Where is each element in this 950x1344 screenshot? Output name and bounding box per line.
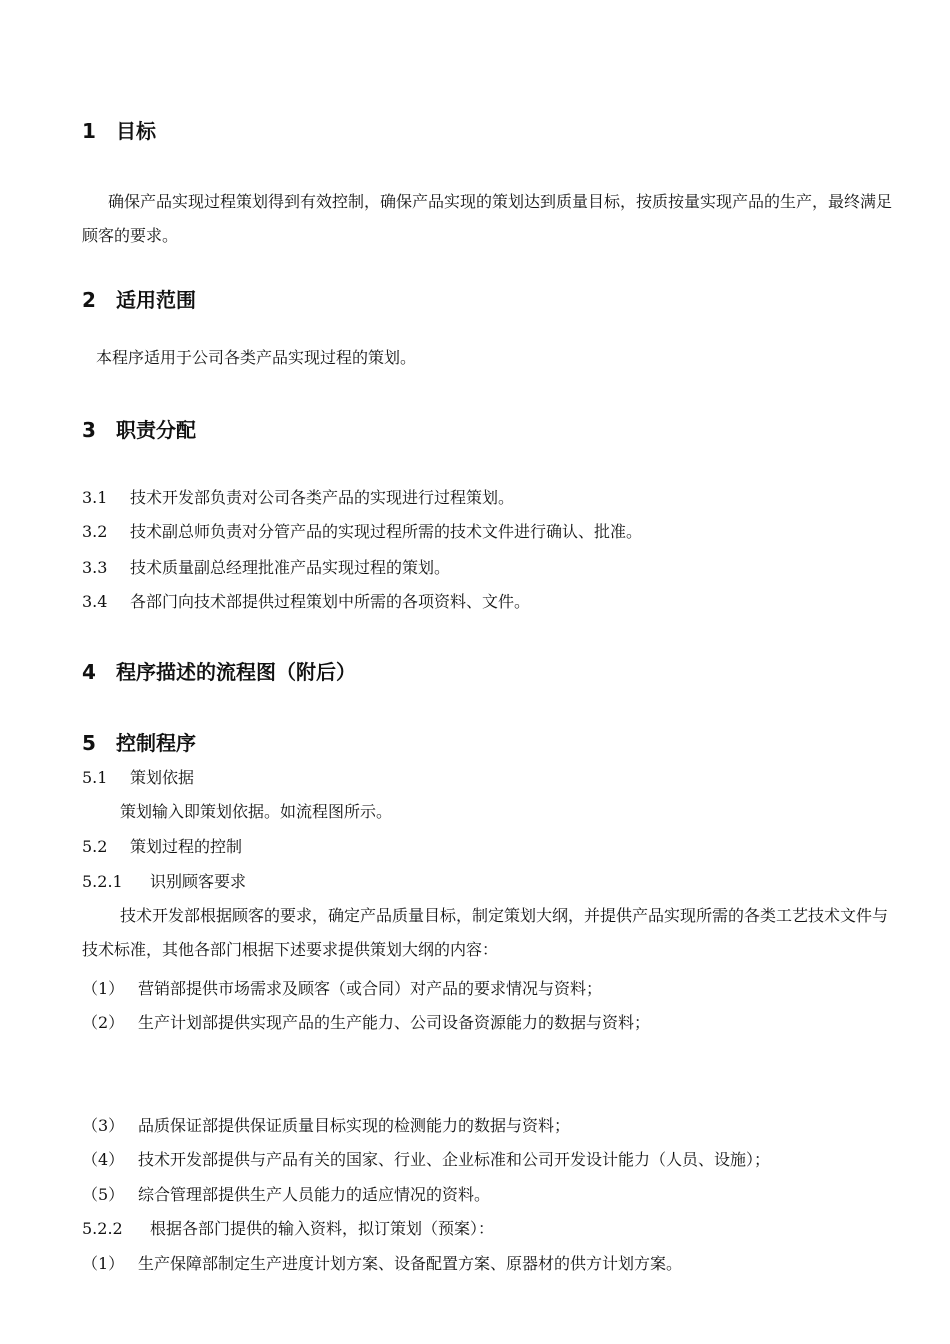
item-number: （2）: [82, 1013, 125, 1032]
list-item: [82, 1184, 490, 1206]
section-heading-1: [82, 119, 156, 143]
item-number: （1）: [82, 979, 125, 998]
section-number: 1: [82, 119, 96, 143]
section-heading-4: [82, 660, 356, 684]
paragraph-scope: 本程序适用于公司各类产品实现过程的策划。: [96, 348, 417, 367]
subsection-5-2-2: [82, 1218, 494, 1240]
section-heading-2: [82, 288, 196, 312]
subsection-number: 5.2: [82, 837, 108, 856]
list-item: [82, 591, 530, 613]
section-heading-5: [82, 731, 196, 755]
list-item: [82, 1012, 650, 1034]
list-item: [82, 978, 602, 1000]
item-number: （1）: [82, 1254, 125, 1273]
list-item: [82, 557, 450, 579]
item-text: 综合管理部提供生产人员能力的适应情况的资料。: [138, 1185, 491, 1204]
item-number: （4）: [82, 1150, 125, 1169]
item-text: 技术质量副总经理批准产品实现过程的策划。: [130, 558, 451, 577]
list-item: [82, 521, 642, 543]
item-text: 技术开发部负责对公司各类产品的实现进行过程策划。: [130, 488, 515, 507]
item-number: 3.1: [82, 488, 108, 507]
section-title: 控制程序: [116, 731, 196, 755]
subsection-5-2-1: [82, 871, 246, 893]
subsection-title: 识别顾客要求: [150, 872, 247, 891]
paragraph-planning-basis: 策划输入即策划依据。如流程图所示。: [120, 802, 393, 821]
item-text: 技术开发部提供与产品有关的国家、行业、企业标准和公司开发设计能力（人员、设施）；: [138, 1150, 771, 1169]
subsection-title: 根据各部门提供的输入资料，拟订策划（预案）：: [150, 1219, 495, 1238]
section-title: 目标: [116, 119, 156, 143]
list-item: [82, 1149, 770, 1171]
subsection-title: 策划依据: [130, 768, 195, 787]
item-number: 3.2: [82, 522, 108, 541]
item-text: 生产计划部提供实现产品的生产能力、公司设备资源能力的数据与资料；: [138, 1013, 651, 1032]
section-number: 5: [82, 731, 96, 755]
list-item: [82, 1253, 682, 1275]
section-title: 适用范围: [116, 288, 196, 312]
subsection-5-2: [82, 836, 242, 858]
section-title: 程序描述的流程图（附后）: [116, 660, 356, 684]
subsection-title: 策划过程的控制: [130, 837, 243, 856]
item-number: （5）: [82, 1185, 125, 1204]
item-text: 生产保障部制定生产进度计划方案、设备配置方案、原器材的供方计划方案。: [138, 1254, 683, 1273]
section-number: 4: [82, 660, 96, 684]
item-number: 3.4: [82, 592, 108, 611]
section-heading-3: [82, 418, 196, 442]
item-number: 3.3: [82, 558, 108, 577]
item-text: 品质保证部提供保证质量目标实现的检测能力的数据与资料；: [138, 1116, 571, 1135]
list-item: [82, 1115, 570, 1137]
item-text: 技术副总师负责对分管产品的实现过程所需的技术文件进行确认、批准。: [130, 522, 643, 541]
item-text: 各部门向技术部提供过程策划中所需的各项资料、文件。: [130, 592, 531, 611]
section-number: 3: [82, 418, 96, 442]
subsection-number: 5.1: [82, 768, 108, 787]
paragraph-objective: 确保产品实现过程策划得到有效控制，确保产品实现的策划达到质量目标，按质按量实现产品的生产，最终满足顾客的要求。: [82, 192, 893, 245]
subsection-5-1: [82, 767, 194, 789]
section-number: 2: [82, 288, 96, 312]
subsection-number: 5.2.1: [82, 872, 123, 891]
item-number: （3）: [82, 1116, 125, 1135]
subsection-number: 5.2.2: [82, 1219, 123, 1238]
list-item: [82, 487, 514, 509]
paragraph-customer-requirements: 技术开发部根据顾客的要求，确定产品质量目标，制定策划大纲，并提供产品实现所需的各类工艺技术文件与技术标准，其他各部门根据下述要求提供策划大纲的内容：: [82, 906, 889, 959]
section-title: 职责分配: [116, 418, 196, 442]
item-text: 营销部提供市场需求及顾客（或合同）对产品的要求情况与资料；: [138, 979, 603, 998]
